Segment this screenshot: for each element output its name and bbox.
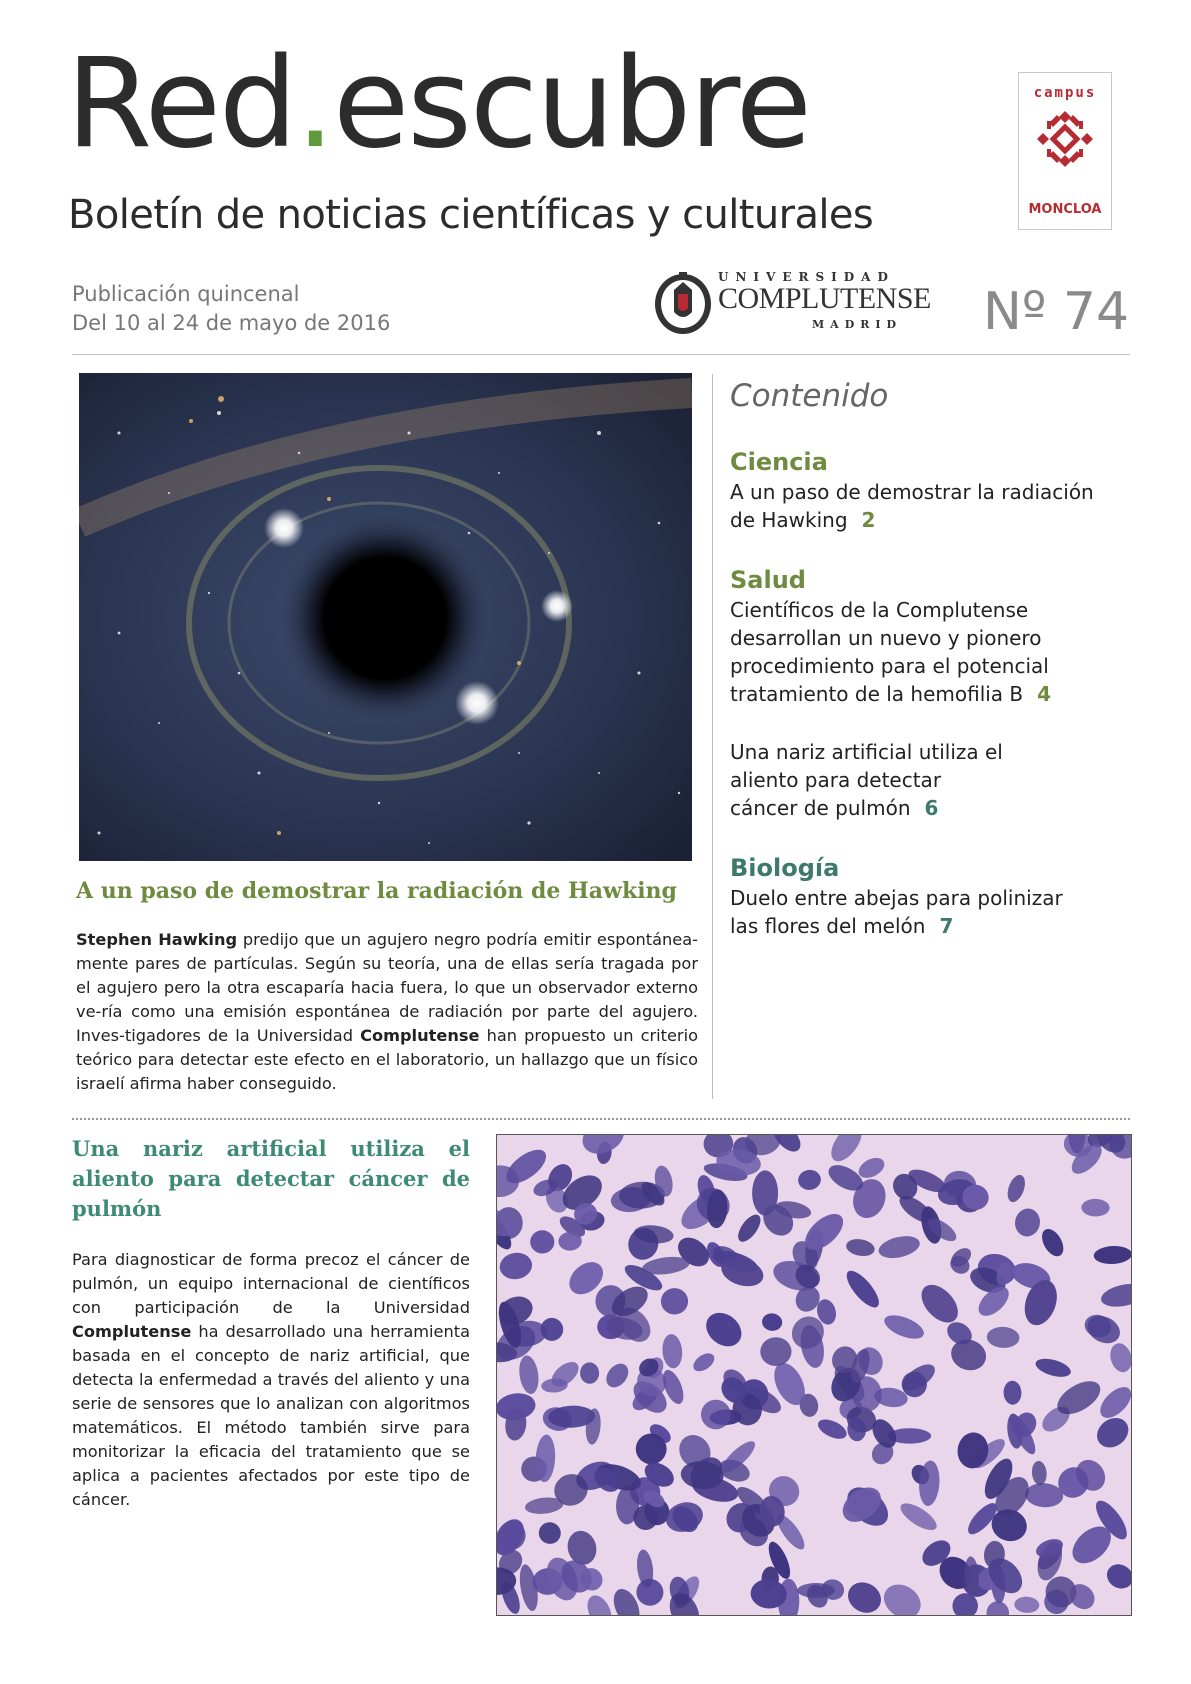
contents-item-nariz[interactable]: Una nariz artificial utiliza el aliento para detectar cáncer de pulmón 6 <box>730 740 1003 820</box>
page-number: 2 <box>861 508 876 532</box>
article2-body-b: ha desarrollado una herramienta basada en el concepto de nariz artificial, que detecta la enfermedad a través del aliento y una serie de sensores que lo analizan con algoritmos matemáticos. El método también sirve para monitorizar la eficacia del tratamiento que se aplica a pacientes afectados por este tipo de cáncer. <box>72 1322 470 1509</box>
article1-bold-mid: Complutense <box>360 1026 480 1045</box>
article1-body-b: han propuesto un criterio teórico para detectar este efecto en el laboratorio, un hallazgo que un físico israelí afirma haber conseguido. <box>76 1026 698 1093</box>
article2-title: Una nariz artificial utiliza el aliento para detectar cáncer de pulmón <box>72 1136 470 1221</box>
campus-logo-emblem-icon <box>1033 107 1097 171</box>
header-divider <box>72 354 1130 355</box>
article1-title: A un paso de demostrar la radiación de Hawking <box>76 878 677 904</box>
contents-section-salud: Salud <box>730 566 806 594</box>
black-hole-image <box>79 373 692 861</box>
publication-dates: Del 10 al 24 de mayo de 2016 <box>72 311 391 335</box>
publication-info <box>72 280 390 338</box>
histology-image <box>496 1134 1132 1616</box>
section-divider <box>72 1118 1130 1120</box>
article2-body-a: Para diagnosticar de forma precoz el cáncer de pulmón, un equipo internacional de científicos con participación de la Universidad <box>72 1250 470 1317</box>
page-number: 4 <box>1037 682 1052 706</box>
contents-item-abejas[interactable]: Duelo entre abejas para polinizar las flores del melón 7 <box>730 886 1063 938</box>
contents-section-ciencia: Ciencia <box>730 448 828 476</box>
article1-body-a: predijo que un agujero negro podría emitir espontánea-mente pares de partículas. Según su teoría, una de ellas sería tragada por el agujero pero la otra escaparía hacia fuera, lo que un observador externo ve-ría como una emisión espontánea de radiación por parte del agujero. Inves-tigadores de la Universidad <box>76 930 698 1045</box>
campus-logo-top-text: campus <box>1033 85 1097 101</box>
page-number: 7 <box>939 914 954 938</box>
article2-body <box>72 1248 470 1512</box>
university-logo <box>652 266 931 338</box>
newsletter-title: Red.escubre <box>66 32 810 176</box>
newsletter-subtitle: Boletín de noticias científicas y culturales <box>68 192 874 238</box>
publication-frequency: Publicación quincenal <box>72 282 300 306</box>
contents-title: Contenido <box>730 378 889 414</box>
column-divider <box>712 374 713 1099</box>
university-seal-icon <box>652 268 714 336</box>
university-line-2: COMPLUTENSE <box>718 282 931 315</box>
university-line-1: UNIVERSIDAD <box>718 270 895 284</box>
article1-lead-bold: Stephen Hawking <box>76 930 238 949</box>
campus-logo-bottom-text: MONCLOA <box>1028 202 1102 217</box>
page-number: 6 <box>924 796 939 820</box>
article2-bold-mid: Complutense <box>72 1322 192 1341</box>
contents-item-hemofilia[interactable]: Científicos de la Complutense desarrollan un nuevo y pionero procedimiento para el potencial tratamiento de la hemofilia B 4 <box>730 598 1052 706</box>
contents-item-hawking[interactable]: A un paso de demostrar la radiación de Hawking 2 <box>730 480 1094 532</box>
issue-number: Nº 74 <box>983 282 1130 342</box>
campus-moncloa-logo <box>1018 72 1112 230</box>
university-line-3: MADRID <box>812 318 903 331</box>
article1-body <box>76 928 698 1096</box>
contents-section-biologia: Biología <box>730 854 840 882</box>
cell-nucleus <box>797 1583 835 1598</box>
